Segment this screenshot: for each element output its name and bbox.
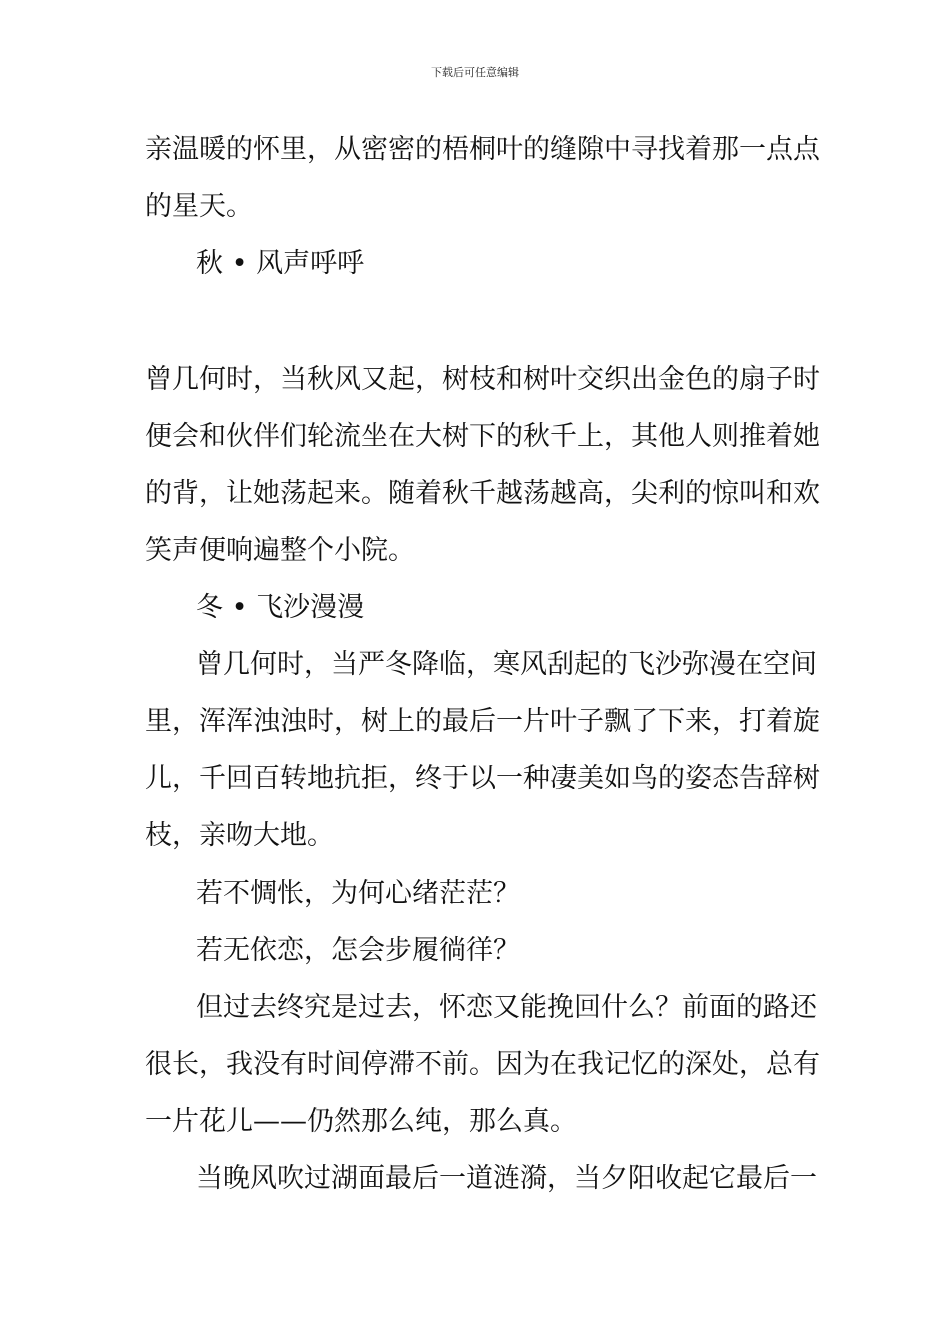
text-line: 若无依恋，怎会步履徜徉？ (196, 935, 520, 966)
text-line: 笑声便响遍整个小院。 (145, 535, 415, 566)
text-line: 很长，我没有时间停滞不前。因为在我记忆的深处，总有 (145, 1049, 820, 1080)
section-heading-winter: 冬 • 飞沙漫漫 (196, 592, 365, 623)
section-heading-autumn: 秋 • 风声呼呼 (196, 248, 365, 279)
text-line: 一片花儿——仍然那么纯，那么真。 (145, 1106, 577, 1137)
text-line: 儿，千回百转地抗拒，终于以一种凄美如鸟的姿态告辞树 (145, 763, 820, 794)
page-header: 下载后可任意编辑 (431, 66, 519, 79)
text-line: 当晚风吹过湖面最后一道涟漪，当夕阳收起它最后一 (196, 1163, 817, 1194)
text-line: 若不惆怅，为何心绪茫茫？ (196, 878, 520, 909)
text-line: 的星天。 (145, 191, 253, 222)
text-line: 里，浑浑浊浊时，树上的最后一片叶子飘了下来，打着旋 (145, 706, 820, 737)
text-line: 亲温暖的怀里，从密密的梧桐叶的缝隙中寻找着那一点点 (145, 134, 820, 165)
text-line: 但过去终究是过去，怀恋又能挽回什么？前面的路还 (196, 992, 817, 1023)
text-line: 曾几何时，当严冬降临，寒风刮起的飞沙弥漫在空间 (196, 649, 817, 680)
text-line: 便会和伙伴们轮流坐在大树下的秋千上，其他人则推着她 (145, 421, 820, 452)
text-line: 枝，亲吻大地。 (145, 820, 334, 851)
text-line: 曾几何时，当秋风又起，树枝和树叶交织出金色的扇子时 (145, 364, 820, 395)
text-line: 的背，让她荡起来。随着秋千越荡越高，尖利的惊叫和欢 (145, 478, 820, 509)
